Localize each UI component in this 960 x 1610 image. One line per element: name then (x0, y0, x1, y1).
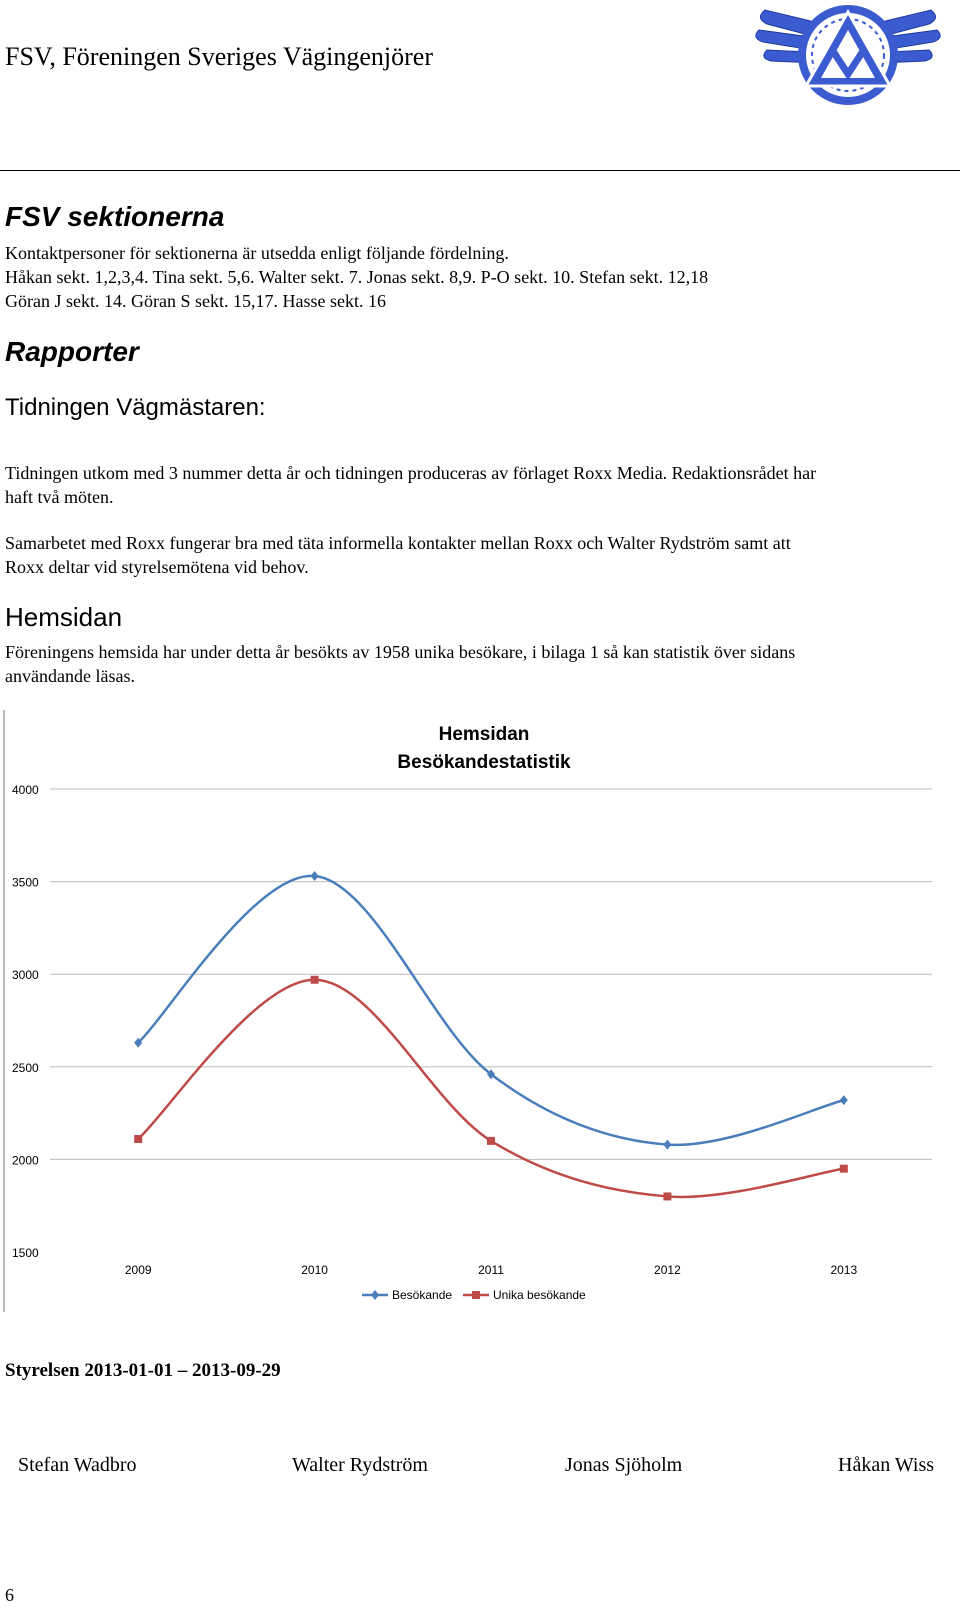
vagmastaren-subheading: Tidningen Vägmästaren: (5, 394, 266, 421)
sektioner-line-3: Göran J sekt. 14. Göran S sekt. 15,17. Hasse sekt. 16 (5, 291, 386, 311)
vagmastaren-para1-line2: haft två möten. (5, 487, 114, 507)
vagmastaren-para2-line2: Roxx deltar vid styrelsemötena vid behov. (5, 557, 309, 577)
x-tick-label: 2013 (830, 1263, 858, 1277)
x-tick-label: 2009 (124, 1263, 152, 1277)
data-point (487, 1137, 495, 1145)
legend-marker (472, 1291, 480, 1299)
sektioner-heading: FSV sektionerna (5, 201, 225, 232)
hemsidan-para-line2: användande läsas. (5, 666, 135, 686)
data-point (840, 1095, 848, 1105)
data-point (663, 1192, 671, 1200)
member-name: Jonas Sjöholm (565, 1454, 683, 1476)
hemsidan-para-line1: Föreningens hemsida har under detta år besökts av 1958 unika besökare, i bilaga 1 så kan statistik över sidans (5, 642, 796, 662)
sektioner-line-2: Håkan sekt. 1,2,3,4. Tina sekt. 5,6. Walter sekt. 7. Jonas sekt. 8,9. P-O sekt. 10. Stefan sekt. 12,18 (5, 267, 709, 287)
data-point (311, 976, 319, 984)
data-point (311, 871, 319, 881)
legend-marker (371, 1290, 379, 1300)
hemsidan-heading: Hemsidan (5, 602, 123, 632)
x-tick-label: 2011 (478, 1263, 504, 1277)
y-tick-label: 3000 (12, 968, 39, 983)
member-name: Håkan Wiss (838, 1454, 935, 1476)
data-point (134, 1135, 142, 1143)
y-tick-label: 1500 (12, 1246, 39, 1260)
sektioner-line-1: Kontaktpersoner för sektionerna är utsedda enligt följande fördelning. (5, 243, 509, 263)
y-tick-label: 3500 (12, 875, 39, 890)
header-divider (0, 170, 960, 171)
y-tick-label: 2000 (12, 1153, 39, 1168)
styrelsen-heading: Styrelsen 2013-01-01 – 2013-09-29 (5, 1360, 281, 1381)
visitor-statistics-chart (0, 700, 960, 1320)
header-title: FSV, Föreningen Sveriges Vägingenjörer (5, 42, 433, 71)
series-line-unika-besokande (138, 980, 844, 1197)
legend-label: Besökande (392, 1288, 453, 1302)
legend-label: Unika besökande (493, 1288, 586, 1302)
y-tick-label: 2500 (12, 1060, 39, 1075)
series-line-besokande (138, 876, 844, 1145)
page-number: 6 (5, 1585, 14, 1605)
y-tick-label: 4000 (12, 783, 39, 797)
fsv-logo-icon (745, 0, 951, 112)
member-name: Walter Rydström (292, 1454, 428, 1476)
rapporter-heading: Rapporter (5, 336, 139, 367)
data-point (840, 1165, 848, 1173)
chart-subtitle: Besökandestatistik (397, 752, 571, 773)
chart-title: Hemsidan (438, 724, 530, 745)
x-tick-label: 2012 (654, 1263, 681, 1277)
member-name: Stefan Wadbro (18, 1454, 137, 1476)
vagmastaren-para2-line1: Samarbetet med Roxx fungerar bra med täta informella kontakter mellan Roxx och Walter Rydström samt att (5, 533, 791, 553)
x-tick-label: 2010 (301, 1263, 328, 1277)
vagmastaren-para1-line1: Tidningen utkom med 3 nummer detta år och tidningen produceras av förlaget Roxx Media. Redaktionsrådet har (5, 463, 817, 483)
data-point (663, 1140, 671, 1150)
